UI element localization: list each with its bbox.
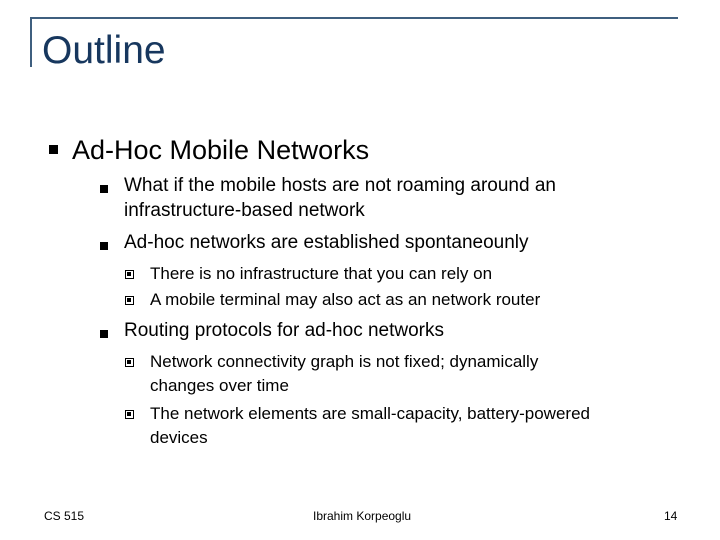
subsubbullet-line: changes over time xyxy=(150,376,289,395)
subbullet-line: Routing protocols for ad-hoc networks xyxy=(124,320,444,341)
subsubbullet-line: There is no infrastructure that you can rely on xyxy=(150,264,493,283)
hollow-square-bullet-icon xyxy=(125,296,134,305)
slide-title: Outline xyxy=(42,29,166,72)
bullet-ad-hoc-mobile-networks: Ad-Hoc Mobile Networks xyxy=(72,135,370,165)
title-frame-left-rule xyxy=(30,17,32,67)
subbullet-line: infrastructure-based network xyxy=(124,200,365,221)
square-bullet-icon xyxy=(100,242,108,250)
subsubbullet-line: Network connectivity graph is not fixed; dynamically xyxy=(150,352,539,371)
hollow-square-bullet-icon xyxy=(125,410,134,419)
subsubbullet-line: The network elements are small-capacity, battery-powered xyxy=(150,404,590,423)
subsubbullet-line: devices xyxy=(150,428,208,447)
square-bullet-icon xyxy=(100,330,108,338)
subbullet-line: Ad-hoc networks are established spontaneounly xyxy=(124,232,529,253)
footer-author: Ibrahim Korpeoglu xyxy=(313,509,412,523)
hollow-square-bullet-icon xyxy=(125,358,134,367)
square-bullet-icon xyxy=(100,185,108,193)
hollow-square-bullet-icon xyxy=(125,270,134,279)
subbullet-line: What if the mobile hosts are not roaming around an xyxy=(124,175,556,196)
title-frame-top-rule xyxy=(30,17,678,19)
square-bullet-icon xyxy=(49,145,58,154)
footer-page-number: 14 xyxy=(664,509,678,523)
subsubbullet-line: A mobile terminal may also act as an network router xyxy=(150,290,541,309)
footer-course: CS 515 xyxy=(44,509,85,523)
